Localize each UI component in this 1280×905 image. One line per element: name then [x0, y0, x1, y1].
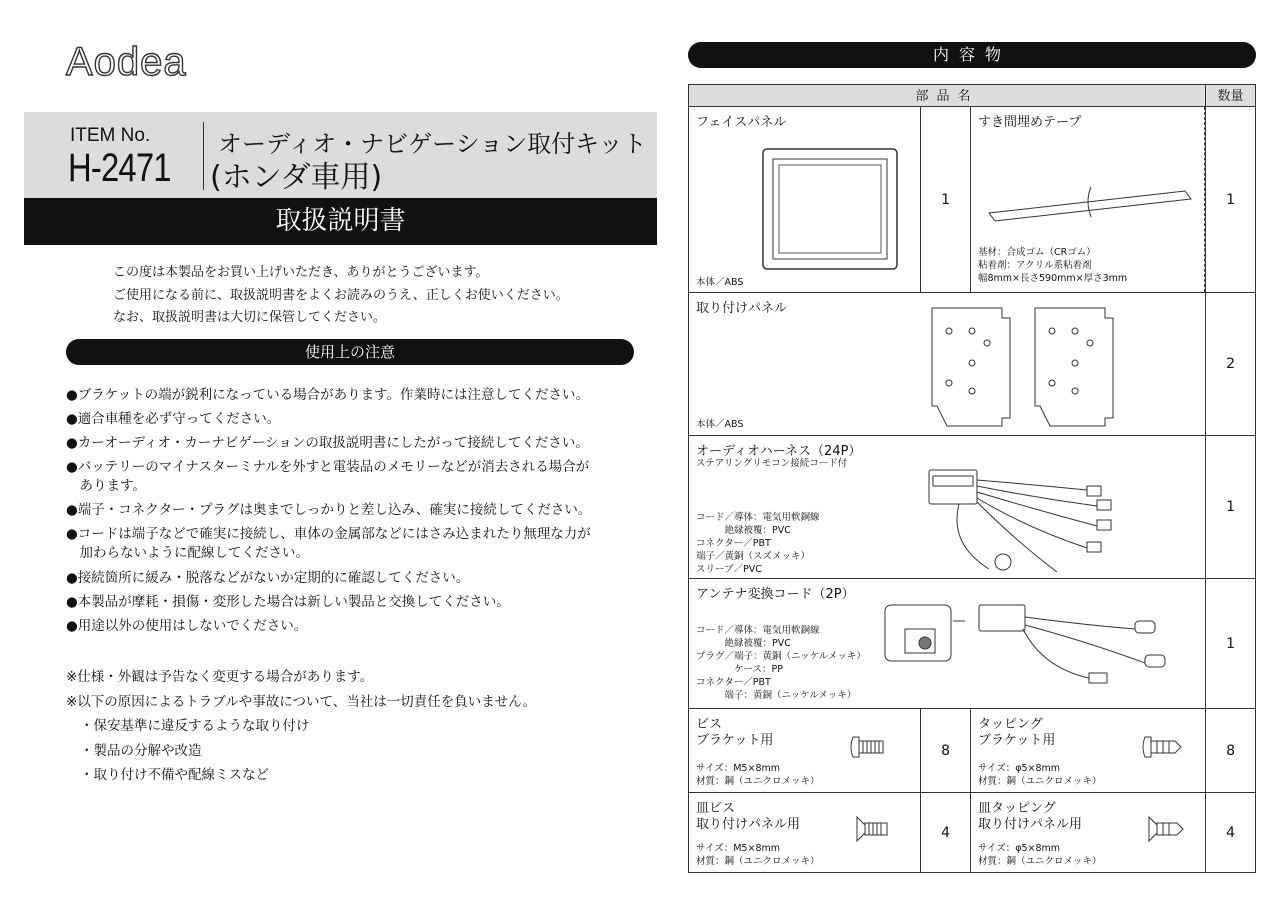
part-qty: 8 [1206, 709, 1256, 793]
intro-line: ご使用になる前に、取扱説明書をよくお読みのうえ、正しくお使いください。 [113, 288, 569, 303]
part-spec: 材質：鋼（ユニクロメッキ） [696, 776, 820, 787]
part-cell-flat-tapping [970, 793, 1205, 873]
caution-item: ●端子・コネクター・プラグは奥までしっかりと差し込み、確実に接続してください。 [66, 502, 592, 518]
part-spec: サイズ：M5×8mm [696, 843, 780, 854]
part-qty: 1 [1206, 107, 1256, 293]
screw-icon [849, 733, 889, 763]
mount-panel-illustration [927, 303, 1157, 428]
parts-table [688, 84, 1256, 873]
part-name: アンテナ変換コード（2P） [696, 587, 855, 602]
part-name: ビス [696, 717, 723, 732]
part-qty: 1 [921, 107, 971, 293]
product-subtitle: (ホンダ車用) [210, 160, 383, 195]
part-qty: 4 [921, 793, 971, 873]
note-line: ・保安基準に違反するような取り付け [80, 718, 310, 734]
flat-screw-icon [855, 815, 895, 845]
qty-header: 数量 [1206, 85, 1256, 107]
contents-heading: 内容物 [688, 42, 1256, 68]
part-name: タッピング [977, 717, 1043, 732]
part-spec: 材質：鋼（ユニクロメッキ） [696, 856, 820, 867]
part-cell-face-panel [689, 107, 921, 293]
intro-line: この度は本製品をお買い上げいただき、ありがとうございます。 [113, 265, 489, 280]
caution-item: ●接続箇所に緩み・脱落などがないか定期的に確認してください。 [66, 570, 470, 586]
part-name: オーディオハーネス（24P） [696, 444, 862, 459]
part-spec: 材質：鋼（ユニクロメッキ） [977, 856, 1102, 867]
note-line: ・取り付け不備や配線ミスなど [80, 767, 269, 783]
caution-item: ●用途以外の使用はしないでください。 [66, 618, 308, 634]
part-qty: 1 [1206, 436, 1256, 579]
part-cell-tape [970, 107, 1204, 293]
part-qty: 2 [1206, 293, 1256, 436]
caution-item: あります。 [66, 478, 146, 494]
part-qty: 8 [921, 709, 971, 793]
part-spec: コード／導体：電気用軟銅線 [696, 512, 820, 523]
part-cell-screw [689, 709, 921, 793]
tape-illustration [985, 177, 1195, 227]
caution-heading: 使用上の注意 [66, 339, 634, 365]
part-spec: サイズ：φ5×8mm [977, 763, 1061, 774]
part-cell-flat-screw [689, 793, 921, 873]
part-spec: コード／導体：電気用軟銅線 [696, 625, 820, 636]
part-spec: サイズ：φ5×8mm [977, 843, 1061, 854]
part-spec: 絶縁被覆：PVC [696, 525, 791, 536]
face-panel-illustration [761, 143, 901, 273]
flat-tapping-screw-icon [1147, 815, 1191, 845]
product-title: オーディオ・ナビゲーション取付キット [218, 130, 647, 158]
part-spec: 粘着剤：アクリル系粘着剤 [977, 260, 1092, 271]
caution-item: ●本製品が摩耗・損傷・変形した場合は新しい製品と交換してください。 [66, 594, 510, 610]
item-number-label: ITEM No. [70, 125, 151, 146]
part-name: 取り付けパネル [696, 301, 788, 316]
part-use: 取り付けパネル用 [696, 817, 801, 832]
part-spec: 絶縁被覆：PVC [696, 638, 791, 649]
part-use: 取り付けパネル用 [977, 817, 1082, 832]
part-qty: 1 [1206, 579, 1256, 709]
part-spec: 本体／ABS [696, 277, 744, 288]
caution-item: ●コードは端子などで確実に接続し、車体の金属部などにはさみ込まれたり無理な力が [66, 526, 591, 542]
part-spec: 端子／黄銅（スズメッキ） [696, 551, 811, 562]
note-line: ※仕様・外観は予告なく変更する場合があります。 [66, 669, 374, 685]
parts-header: 部品名 [689, 85, 1206, 107]
part-spec: 本体／ABS [696, 419, 744, 430]
item-number: H-2471 [68, 146, 171, 190]
part-name: フェイスパネル [696, 115, 787, 130]
manual-title: 取扱説明書 [24, 198, 657, 245]
caution-item: ●ブラケットの端が鋭利になっている場合があります。作業時には注意してください。 [66, 387, 590, 403]
part-cell-mount-panel [689, 293, 1206, 436]
title-divider [203, 122, 204, 190]
part-qty: 4 [1206, 793, 1256, 873]
tapping-screw-icon [1141, 733, 1185, 763]
part-spec: プラグ／端子：黄銅（ニッケルメッキ） [696, 651, 866, 662]
part-spec: 基材：合成ゴム（CRゴム） [977, 247, 1096, 258]
part-name: すき間埋めテープ [977, 115, 1082, 130]
part-spec: コネクター／PBT [696, 538, 771, 549]
harness-illustration [919, 450, 1169, 575]
part-use: ブラケット用 [977, 733, 1056, 748]
note-line: ・製品の分解や改造 [80, 743, 202, 759]
part-name: 皿タッピング [977, 801, 1056, 816]
caution-item: ●適合車種を必ず守ってください。 [66, 411, 281, 427]
caution-item: ●バッテリーのマイナスターミナルを外すと電装品のメモリーなどが消去される場合が [66, 459, 590, 475]
part-name: 皿ビス [696, 801, 736, 816]
part-spec: スリーブ／PVC [696, 564, 762, 575]
part-spec: 材質：鋼（ユニクロメッキ） [977, 776, 1102, 787]
part-spec: サイズ：M5×8mm [696, 763, 780, 774]
part-spec: コネクター／PBT [696, 677, 771, 688]
part-spec: 幅8mm×長さ590mm×厚さ3mm [977, 273, 1128, 284]
part-spec: ケース：PP [696, 664, 783, 675]
part-cell-antenna [689, 579, 1206, 709]
part-subname: ステアリングリモコン接続コード付 [696, 458, 848, 469]
brand-logo: Aodea [66, 40, 187, 84]
intro-line: なお、取扱説明書は大切に保管してください。 [113, 310, 387, 325]
antenna-cord-illustration [883, 603, 1173, 703]
part-cell-harness [689, 436, 1206, 579]
note-line: ※以下の原因によるトラブルや事故について、当社は一切責任を負いません。 [66, 694, 537, 710]
part-spec: 端子：黄銅（ニッケルメッキ） [696, 690, 857, 701]
caution-item: 加わらないように配線してください。 [66, 545, 309, 561]
part-cell-tapping [970, 709, 1205, 793]
caution-item: ●カーオーディオ・カーナビゲーションの取扱説明書にしたがって接続してください。 [66, 435, 589, 451]
part-use: ブラケット用 [696, 733, 774, 748]
